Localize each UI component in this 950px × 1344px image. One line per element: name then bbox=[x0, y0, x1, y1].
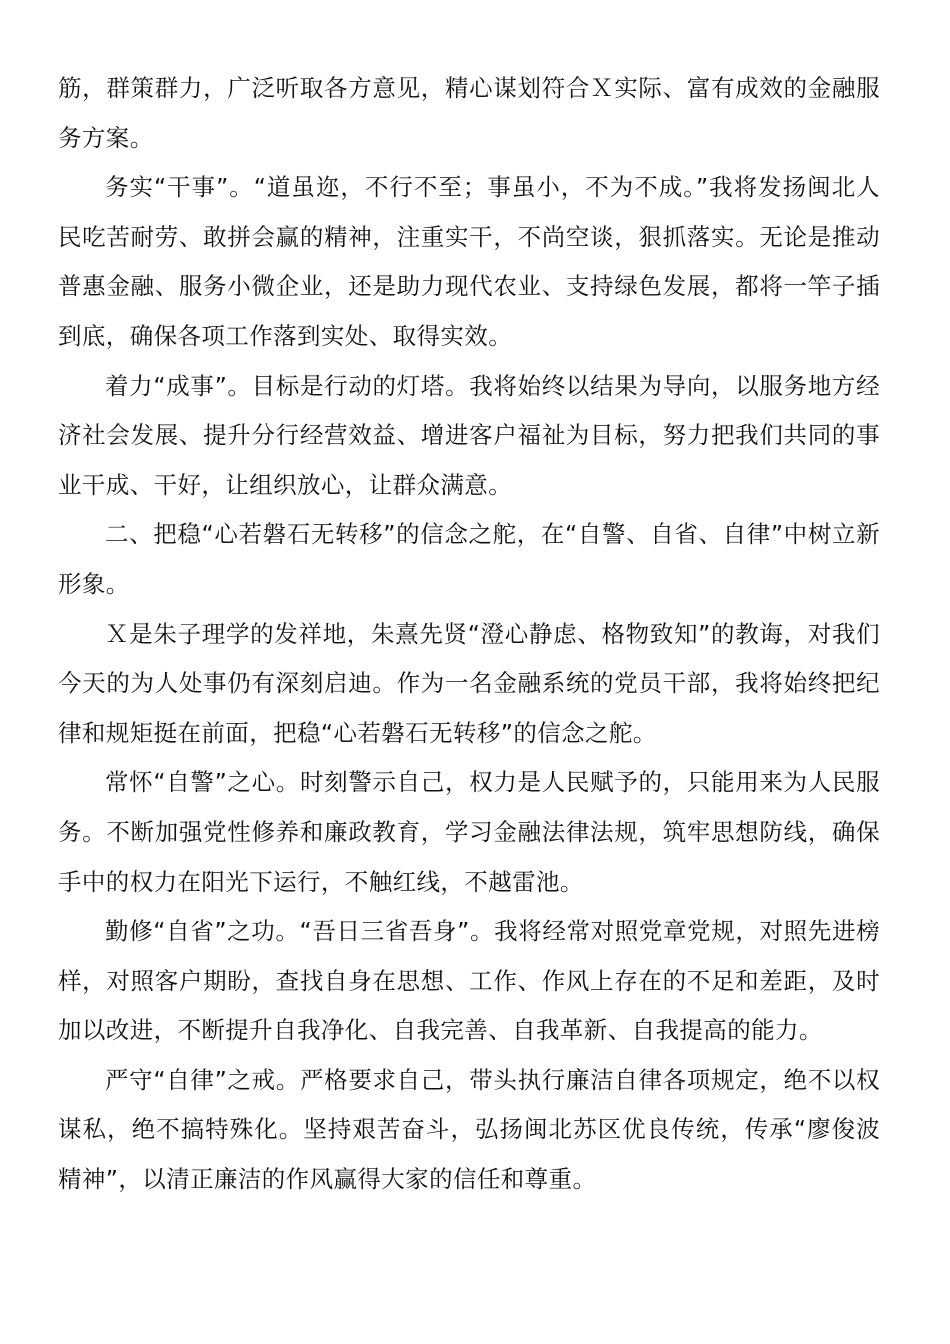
paragraph-self-discipline: 严守“自律”之戒。严格要求自己，带头执行廉洁自律各项规定，绝不以权谋私，绝不搞特殊化。坚持艰苦奋斗，弘扬闽北苏区优良传统，传承“廖俊波精神”，以清正廉洁的作风赢得大家的信任和尊重。 bbox=[58, 1065, 880, 1194]
paragraph-pragmatic-work: 务实“干事”。“道虽迩，不行不至；事虽小，不为不成。”我将发扬闽北人民吃苦耐劳、敢拼会赢的精神，注重实干，不尚空谈，狠抓落实。无论是推动普惠金融、服务小微企业，还是助力现代农业、支持绿色发展，都将一竿子插到底，确保各项工作落到实处、取得实效。 bbox=[58, 173, 880, 350]
paragraph-accomplish: 着力“成事”。目标是行动的灯塔。我将始终以结果为导向，以服务地方经济社会发展、提升分行经营效益、增进客户福祉为目标，努力把我们共同的事业干成、干好，让组织放心，让群众满意。 bbox=[58, 371, 880, 499]
paragraph-continued: 筋，群策群力，广泛听取各方意见，精心谋划符合Ｘ实际、富有成效的金融服务方案。 bbox=[58, 74, 880, 152]
document-body bbox=[58, 64, 880, 1205]
paragraph-self-alert: 常怀“自警”之心。时刻警示自己，权力是人民赋予的，只能用来为人民服务。不断加强党性修养和廉政教育，学习金融法律法规，筑牢思想防线，确保手中的权力在阳光下运行，不触红线，不越雷池。 bbox=[58, 768, 880, 896]
paragraph-zhuxi: Ｘ是朱子理学的发祥地，朱熹先贤“澄心静虑、格物致知”的教诲，对我们今天的为人处事仍有深刻启迪。作为一名金融系统的党员干部，我将始终把纪律和规矩挺在前面，把稳“心若磐石无转移”的信念之舵。 bbox=[58, 619, 880, 747]
paragraph-self-reflect: 勤修“自省”之功。“吾日三省吾身”。我将经常对照党章党规，对照先进榜样，对照客户期盼，查找自身在思想、工作、作风上存在的不足和差距，及时加以改进，不断提升自我净化、自我完善、自我革新、自我提高的能力。 bbox=[58, 917, 880, 1045]
section-heading-two: 二、把稳“心若磐石无转移”的信念之舵，在“自警、自省、自律”中树立新形象。 bbox=[58, 520, 880, 598]
